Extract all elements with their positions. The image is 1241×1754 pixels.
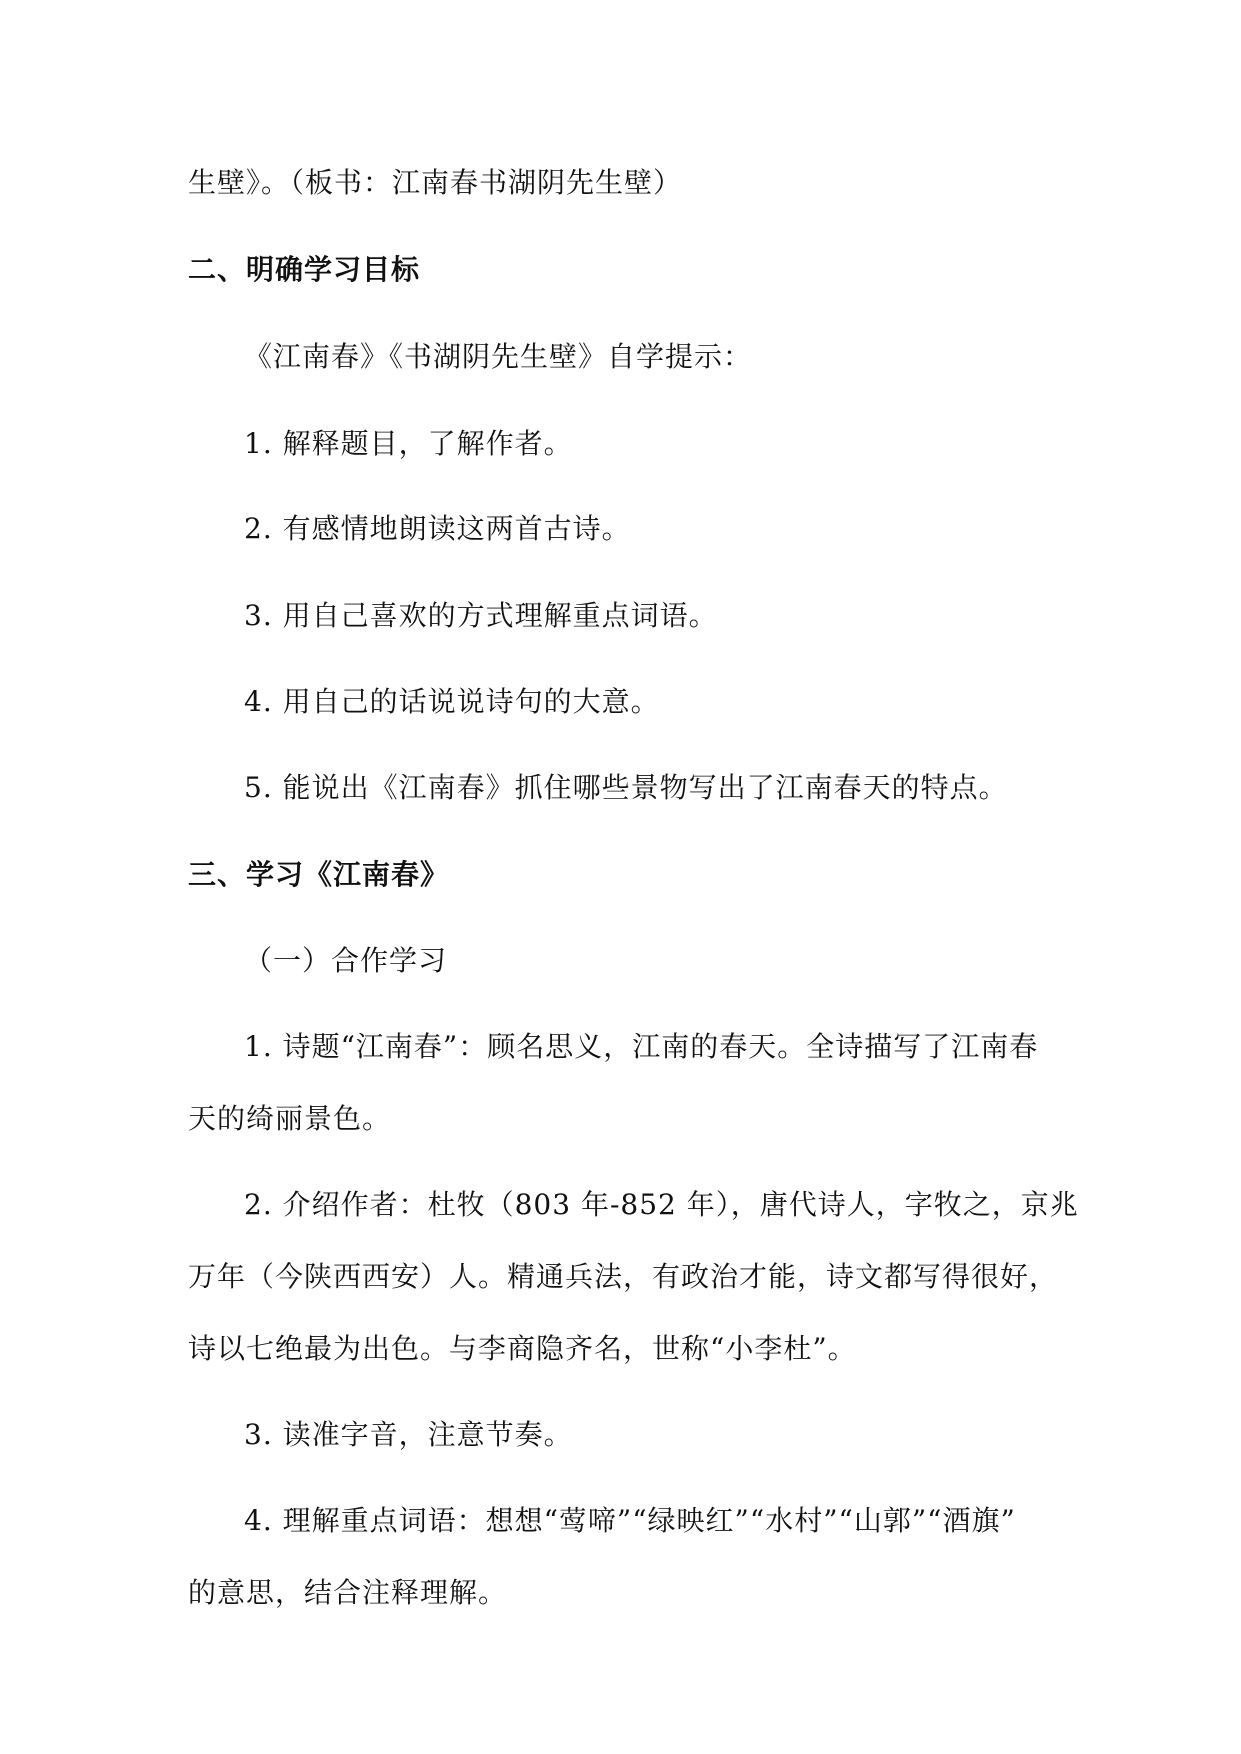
self-study-intro: 《江南春》《书湖阴先生壁》自学提示： — [244, 340, 753, 373]
study-tip-4: 4. 用自己的话说说诗句的大意。 — [244, 685, 660, 718]
study-tip-5: 5. 能说出《江南春》抓住哪些景物写出了江南春天的特点。 — [244, 771, 1008, 804]
study-tip-1: 1. 解释题目，了解作者。 — [244, 427, 573, 460]
section-heading-3: 三、学习《江南春》 — [188, 858, 450, 891]
item-4-line-1: 4. 理解重点词语：想想“莺啼”“绿映红”“水村”“山郭”“酒旗” — [244, 1504, 1016, 1537]
item-2-line-3: 诗以七绝最为出色。与李商隐齐名，世称“小李杜”。 — [188, 1332, 857, 1365]
item-2-line-2: 万年（今陕西西安）人。精通兵法，有政治才能，诗文都写得很好， — [188, 1260, 1059, 1293]
paragraph-continuation: 生壁》。（板书：江南春书湖阴先生壁） — [188, 166, 683, 199]
study-tip-3: 3. 用自己喜欢的方式理解重点词语。 — [244, 599, 718, 632]
item-3: 3. 读准字音，注意节奏。 — [244, 1418, 573, 1451]
item-1-line-2: 天的绮丽景色。 — [188, 1102, 392, 1135]
study-tip-2: 2. 有感情地朗读这两首古诗。 — [244, 512, 631, 545]
section-heading-2: 二、明确学习目标 — [188, 253, 421, 286]
item-2-line-1: 2. 介绍作者：杜牧（803 年-852 年），唐代诗人，字牧之，京兆 — [244, 1188, 1079, 1221]
item-4-line-2: 的意思，结合注释理解。 — [188, 1576, 508, 1609]
subsection-heading: （一）合作学习 — [244, 944, 448, 977]
item-1-line-1: 1. 诗题“江南春”：顾名思义，江南的春天。全诗描写了江南春 — [244, 1030, 1039, 1063]
